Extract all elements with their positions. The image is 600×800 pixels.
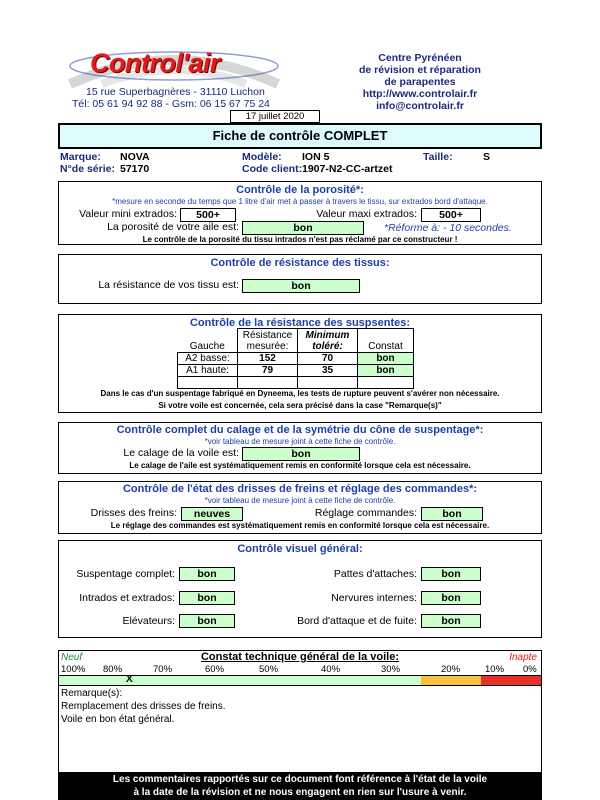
code-value: 1907-N2-CC-artzet [302,163,393,175]
calage-value: bon [242,447,360,461]
drisses-footer: Le réglage des commandes est systématiquement remis en conformité lorsque cela est nécessaire. [110,521,490,530]
header-phones: Tél: 05 61 94 92 88 - Gsm: 06 15 67 75 24 [72,98,270,110]
suspentes-note-1: Dans le cas d'un suspentage fabriqué en Dyneema, les tests de rupture peuvent s'avérer non nécessaire. [100,389,500,398]
suspente-min: 35 [298,365,358,377]
suspente-constat: bon [358,365,414,377]
constat-bar-orange [421,676,481,685]
suspente-constat: bon [358,353,414,365]
constat-bar [59,675,541,686]
reglage-value: bon [421,507,483,521]
code-label: Code client: [242,163,303,175]
suspentes-table [177,328,414,389]
serie-value: 57170 [120,163,150,175]
suspentes-note-2: Si votre voile est concernée, cela sera précisé dans la case "Remarque(s)" [158,401,442,410]
visuel-item-label: Nervures internes: [331,592,417,604]
visuel-item-value: bon [179,591,235,605]
suspente-name: A1 haute: [178,365,238,377]
calage-label: Le calage de la voile est: [123,447,239,459]
porosite-note: *mesure en seconde du temps que 1 litre d'air met à passer à travers le tissu, sur extrados bord d'attaque. [112,197,488,206]
header-centre-line-3: de parapentes [384,76,456,88]
marque-value: NOVA [120,151,150,163]
visuel-title: Contrôle visuel général: [237,543,363,555]
porosite-maxi-value: 500+ [421,208,481,222]
resistance-value: bon [242,279,360,293]
header-email[interactable]: info@controlair.fr [376,100,464,112]
scale-tick: 30% [381,664,401,675]
remarque-line: Remplacement des drisses de freins. [61,701,226,712]
visuel-section [58,540,542,638]
modele-value: ION 5 [302,151,330,163]
porosite-section [58,181,542,245]
header-address: 15 rue Superbagnères - 31110 Luchon [86,86,265,98]
porosite-mini-value: 500+ [180,208,236,222]
resistance-title: Contrôle de résistance des tissus: [210,257,390,269]
drisses-section [58,481,542,534]
constat-inapte: Inapte [509,652,537,663]
table-row [178,353,414,365]
suspente-name: A2 basse: [178,353,238,365]
drisses-title: Contrôle de l'état des drisses de freins et réglage des commandes*: [122,483,478,495]
scale-tick: 10% [485,664,505,675]
scale-tick: 60% [205,664,225,675]
page-title: Fiche de contrôle COMPLET [58,123,542,149]
suspentes-header-mesure: Résistance mesurée: [238,329,298,353]
scale-tick: 70% [153,664,173,675]
header-centre-line-1: Centre Pyrénéen [378,52,462,64]
calage-title: Contrôle complet du calage et de la symétrie du cône de suspentage*: [116,424,484,436]
visuel-item-label: Intrados et extrados: [79,592,175,604]
suspentes-title: Contrôle de la résistance des suspsentes: [189,317,411,329]
header-centre [340,52,500,112]
scale-tick: 50% [259,664,279,675]
suspentes-header-gauche: Gauche [189,341,225,352]
scale-tick: 100% [61,664,86,675]
porosite-mini-label: Valeur mini extrados: [79,208,177,220]
suspente-min: 70 [298,353,358,365]
porosite-title: Contrôle de la porosité*: [236,184,364,196]
constat-bar-red [481,676,541,685]
reglage-label: Réglage commandes: [314,507,417,519]
calage-section [58,422,542,474]
suspentes-header-row [178,329,414,353]
taille-label: Taille: [423,151,453,163]
header-website[interactable]: http://www.controlair.fr [362,88,478,100]
porosite-reforme: *Réforme à: - 10 secondes. [384,222,512,234]
visuel-item-label: Suspentage complet: [76,568,175,580]
serie-label: N°de série: [60,163,115,175]
header-centre-line-2: de révision et réparation [359,64,481,76]
visuel-item-value: bon [421,614,481,628]
porosite-footer: Le contrôle de la porosité du tissu intrados n'est pas réclamé par ce constructeur ! [142,235,458,244]
logo [62,44,286,88]
footer-line-2: à la date de la révision et ne nous engagent en rien sur l'usure à venir. [133,787,467,798]
logo-text: Control'air [90,48,220,78]
constat-marker: X [126,674,133,685]
visuel-item-value: bon [179,614,235,628]
visuel-item-value: bon [421,591,481,605]
calage-footer: Le calage de l'aile est systématiquement remis en conformité lorsque cela est nécessaire. [129,461,471,470]
suspentes-section [58,314,542,413]
drisses-note: *voir tableau de mesure joint à cette fiche de contrôle. [204,496,396,505]
scale-tick: 80% [103,664,123,675]
footer-disclaimer [58,772,542,800]
constat-title: Constat technique général de la voile: [200,651,400,663]
visuel-item-value: bon [179,567,235,581]
visuel-item-value: bon [421,567,481,581]
suspentes-header-constat: Constat [358,329,414,353]
visuel-item-label: Pattes d'attaches: [333,568,417,580]
suspente-mesure: 152 [238,353,298,365]
header-date: 17 juillet 2020 [230,110,320,123]
marque-label: Marque: [60,151,101,163]
drisses-value: neuves [181,507,243,521]
resistance-label: La résistance de vos tissu est: [98,279,239,291]
scale-tick: 40% [321,664,341,675]
suspentes-header-min: Minimum toléré: [298,329,358,353]
constat-neuf: Neuf [61,652,83,663]
table-row [178,365,414,377]
porosite-aile-value: bon [242,221,364,235]
porosite-maxi-label: Valeur maxi extrados: [316,208,417,220]
scale-tick: 20% [441,664,461,675]
footer-line-1: Les commentaires rapportés sur ce document font référence à l'état de la voile [112,774,488,785]
calage-note: *voir tableau de mesure joint à cette fiche de contrôle. [204,437,396,446]
remarques-label: Remarque(s): [61,688,123,699]
visuel-item-label: Bord d'attaque et de fuite: [297,615,417,627]
table-row-empty [178,377,414,389]
drisses-label: Drisses des freins: [90,507,177,519]
taille-value: S [483,151,491,163]
scale-tick: 0% [523,664,537,675]
remarque-line: Voile en bon état général. [61,714,175,725]
suspente-mesure: 79 [238,365,298,377]
modele-label: Modèle: [242,151,282,163]
visuel-item-label: Elévateurs: [122,615,175,627]
porosite-aile-label: La porosité de votre aile est: [107,221,239,233]
resistance-section [58,254,542,304]
